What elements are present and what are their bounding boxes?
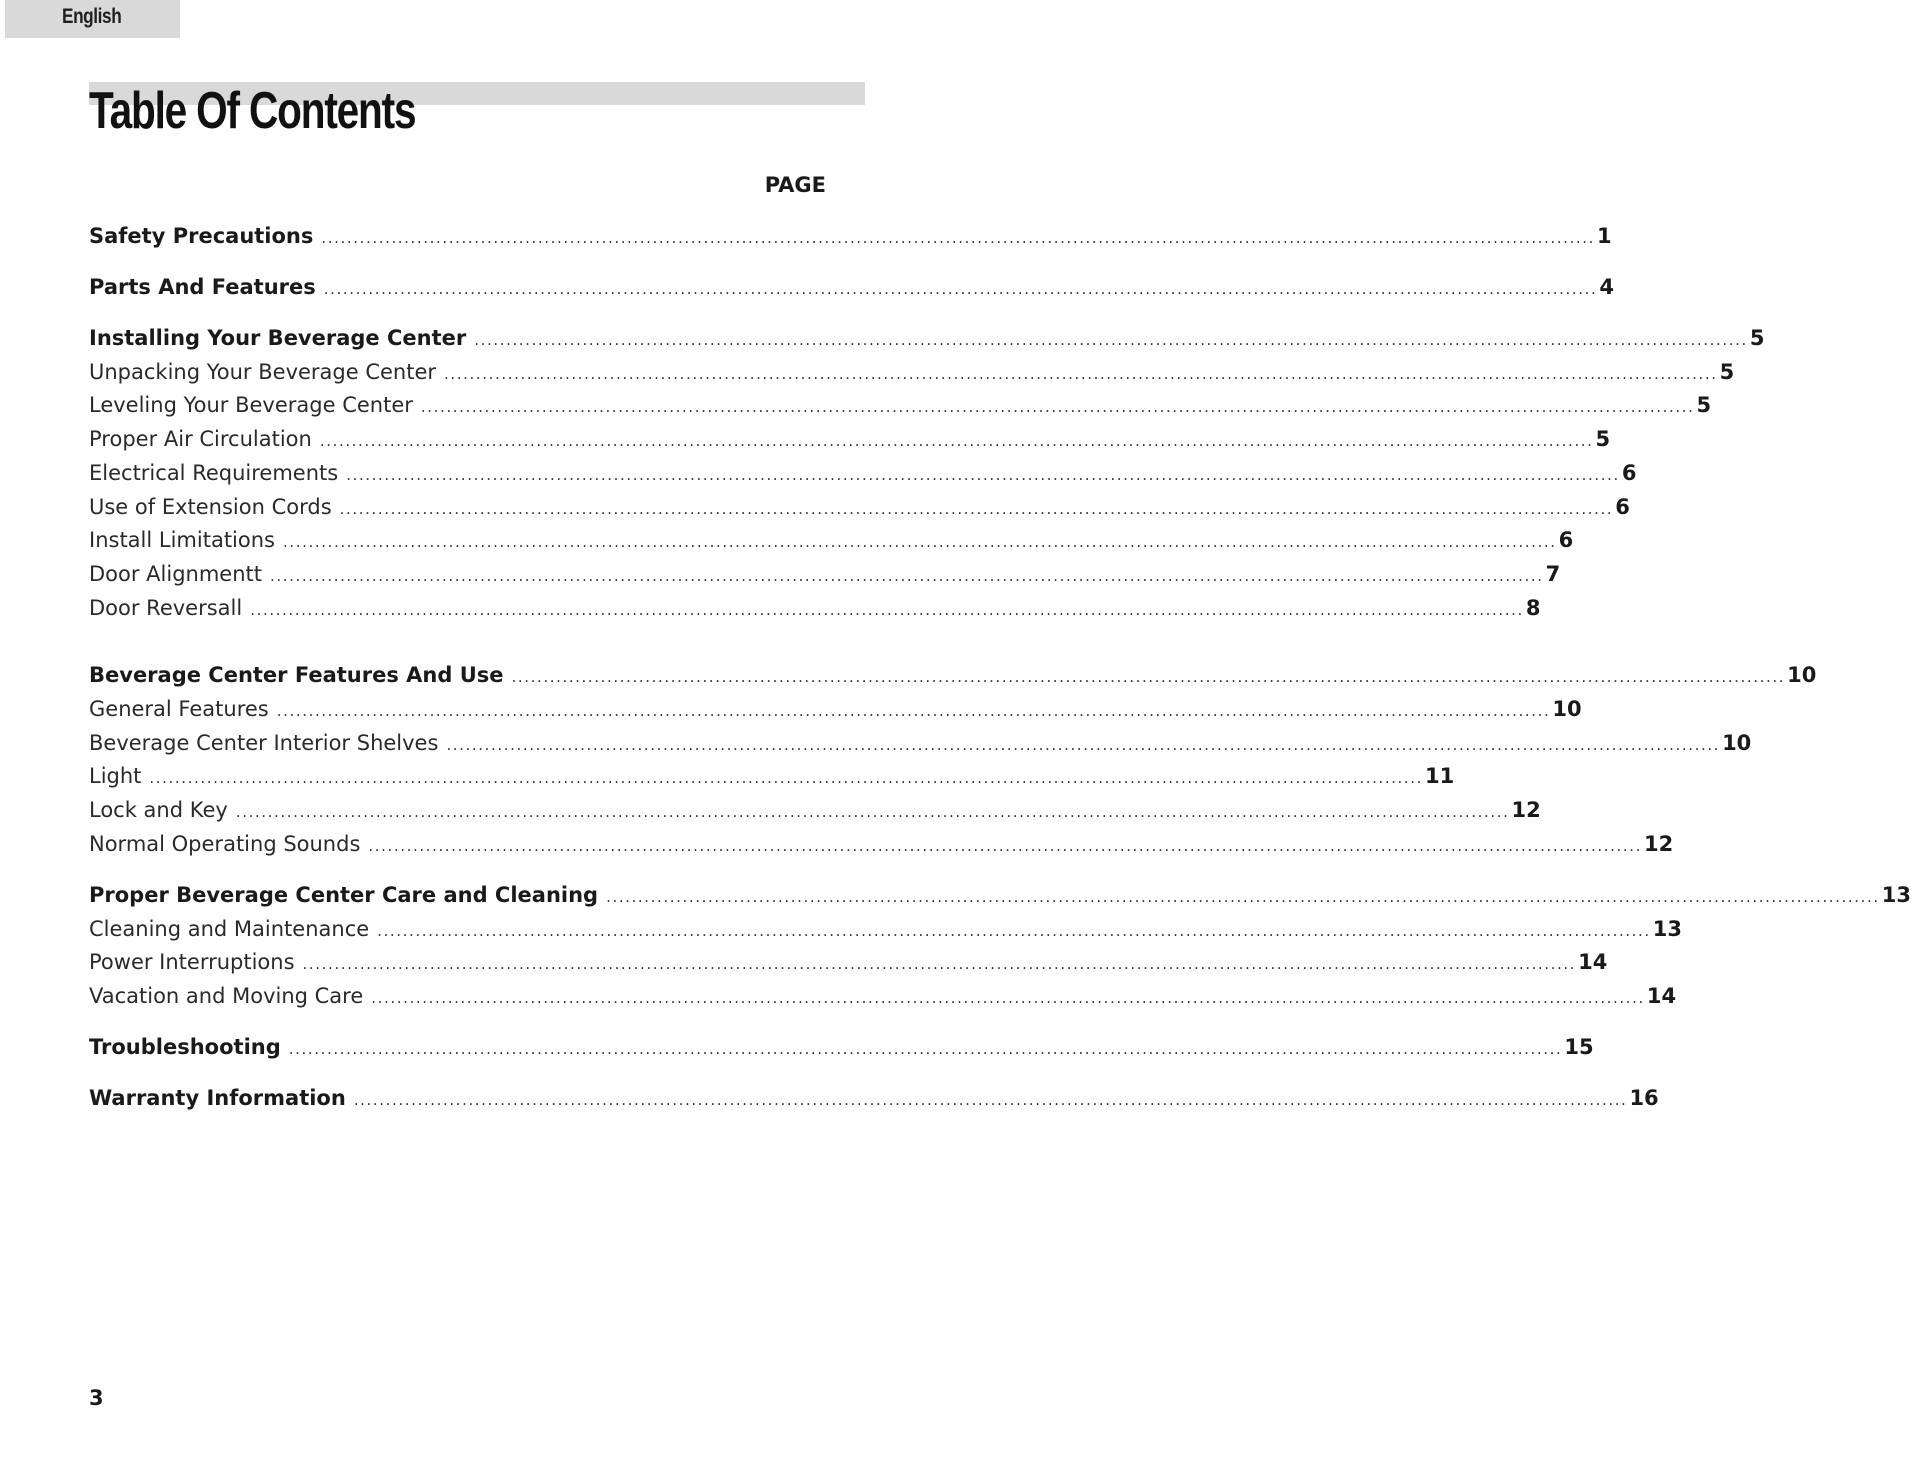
toc-entry-label: Beverage Center Features And Use xyxy=(89,663,504,687)
toc-entry xyxy=(89,560,1561,588)
toc-entry xyxy=(89,425,1611,453)
toc-entry-label: Beverage Center Interior Shelves xyxy=(89,731,439,755)
toc-entry-label: Leveling Your Beverage Center xyxy=(89,393,413,417)
toc-leader-dots: ........................................................................................................................................................................................................ xyxy=(276,702,1551,720)
toc-entry-page: 6 xyxy=(1615,495,1630,519)
toc-entry xyxy=(89,324,1765,352)
language-tab-label: English xyxy=(62,5,122,28)
toc-leader-dots: ........................................................................................................................................................................................................ xyxy=(302,955,1577,973)
toc-leader-dots: ........................................................................................................................................................................................................ xyxy=(321,229,1596,247)
toc-entry-page: 10 xyxy=(1722,731,1752,755)
page-number: 3 xyxy=(89,1386,104,1410)
toc-entry-page: 10 xyxy=(1787,663,1817,687)
toc-entry-label: Proper Beverage Center Care and Cleaning xyxy=(89,883,599,907)
toc-leader-dots: ........................................................................................................................................................................................................ xyxy=(288,1040,1563,1058)
toc-entry xyxy=(89,982,1677,1010)
toc-entry-label: Normal Operating Sounds xyxy=(89,832,361,856)
toc-entry-label: Cleaning and Maintenance xyxy=(89,917,370,941)
toc-leader-dots: ........................................................................................................................................................................................................ xyxy=(368,837,1643,855)
toc-leader-dots: ........................................................................................................................................................................................................ xyxy=(420,398,1695,416)
toc-entry-label: Unpacking Your Beverage Center xyxy=(89,360,437,384)
toc-entry-page: 7 xyxy=(1545,562,1561,586)
toc-leader-dots: ........................................................................................................................................................................................................ xyxy=(511,668,1786,686)
toc-entry-label: Door Alignmentt xyxy=(89,562,263,586)
language-tab xyxy=(5,0,180,38)
toc-entry xyxy=(89,881,1911,909)
toc-entry-page: 13 xyxy=(1652,917,1683,941)
toc-entry-page: 5 xyxy=(1749,326,1765,350)
toc-entry-label: Power Interruptions xyxy=(89,950,295,974)
toc-entry xyxy=(89,1033,1594,1061)
toc-entry-label: Use of Extension Cords xyxy=(89,495,332,519)
toc-leader-dots: ........................................................................................................................................................................................................ xyxy=(283,533,1557,551)
toc-entry xyxy=(89,273,1614,301)
toc-entry xyxy=(89,695,1582,723)
toc-leader-dots: ........................................................................................................................................................................................................ xyxy=(371,989,1645,1007)
toc-entry-page: 13 xyxy=(1881,883,1911,907)
toc-entry xyxy=(89,948,1608,976)
toc-entry-label: Warranty Information xyxy=(89,1086,346,1110)
toc-entry-page: 6 xyxy=(1558,528,1574,552)
toc-entry-label: Install Limitations xyxy=(89,528,275,552)
toc-entry-label: Light xyxy=(89,764,142,788)
toc-entry-label: Installing Your Beverage Center xyxy=(89,326,467,350)
toc-entry-label: Lock and Key xyxy=(89,798,228,822)
toc-entry-page: 5 xyxy=(1696,393,1712,417)
toc-entry-label: Electrical Requirements xyxy=(89,461,339,485)
toc-entry-label: Proper Air Circulation xyxy=(89,427,312,451)
toc-entry-label: General Features xyxy=(89,697,269,721)
toc-entry xyxy=(89,661,1817,689)
toc-leader-dots: ........................................................................................................................................................................................................ xyxy=(444,365,1718,383)
toc-entry xyxy=(89,358,1735,386)
toc-entry xyxy=(89,493,1630,521)
toc-leader-dots: ........................................................................................................................................................................................................ xyxy=(474,331,1748,349)
toc-leader-dots: ........................................................................................................................................................................................................ xyxy=(250,601,1524,619)
toc-entry xyxy=(89,594,1541,622)
toc-leader-dots: ........................................................................................................................................................................................................ xyxy=(353,1091,1628,1109)
toc-leader-dots: ........................................................................................................................................................................................................ xyxy=(606,888,1880,906)
toc-entry-page: 15 xyxy=(1564,1035,1594,1059)
toc-entry-page: 12 xyxy=(1644,832,1674,856)
toc-entry-label: Vacation and Moving Care xyxy=(89,984,364,1008)
toc-entry-label: Safety Precautions xyxy=(89,224,314,248)
toc-leader-dots: ........................................................................................................................................................................................................ xyxy=(270,567,1544,585)
toc-entry-page: 4 xyxy=(1599,275,1614,299)
toc-entry-page: 14 xyxy=(1646,984,1677,1008)
toc-entry-page: 6 xyxy=(1621,461,1637,485)
toc-entry-page: 14 xyxy=(1578,950,1608,974)
toc-entry-page: 12 xyxy=(1511,798,1541,822)
toc-leader-dots: ........................................................................................................................................................................................................ xyxy=(446,736,1721,754)
toc-entry xyxy=(89,222,1612,250)
toc-entry-page: 10 xyxy=(1552,697,1582,721)
toc-entry-page: 5 xyxy=(1719,360,1735,384)
toc-leader-dots: ........................................................................................................................................................................................................ xyxy=(377,922,1651,940)
toc-entry-page: 1 xyxy=(1597,224,1612,248)
page-title: Table Of Contents xyxy=(89,82,416,140)
toc-leader-dots: ........................................................................................................................................................................................................ xyxy=(339,500,1614,518)
toc-leader-dots: ........................................................................................................................................................................................................ xyxy=(235,803,1510,821)
toc-entry xyxy=(89,526,1574,554)
toc-entry-page: 16 xyxy=(1629,1086,1659,1110)
toc-entry-label: Parts And Features xyxy=(89,275,316,299)
toc-entry-label: Door Reversall xyxy=(89,596,243,620)
toc-leader-dots: ........................................................................................................................................................................................................ xyxy=(149,769,1424,787)
toc-entry xyxy=(89,830,1674,858)
toc-entry-label: Troubleshooting xyxy=(89,1035,281,1059)
toc-entry-page: 8 xyxy=(1525,596,1541,620)
toc-leader-dots: ........................................................................................................................................................................................................ xyxy=(346,466,1620,484)
toc-entry xyxy=(89,915,1683,943)
toc-leader-dots: ........................................................................................................................................................................................................ xyxy=(319,432,1594,450)
toc-entry xyxy=(89,391,1712,419)
page-column-label: PAGE xyxy=(764,173,826,197)
toc-entry-page: 5 xyxy=(1595,427,1611,451)
toc-entry xyxy=(89,459,1637,487)
toc-entry xyxy=(89,729,1752,757)
toc-entry xyxy=(89,1084,1659,1112)
toc-entry xyxy=(89,762,1455,790)
toc-entry xyxy=(89,796,1541,824)
toc-leader-dots: ........................................................................................................................................................................................................ xyxy=(323,280,1598,298)
toc-entry-page: 11 xyxy=(1425,764,1455,788)
